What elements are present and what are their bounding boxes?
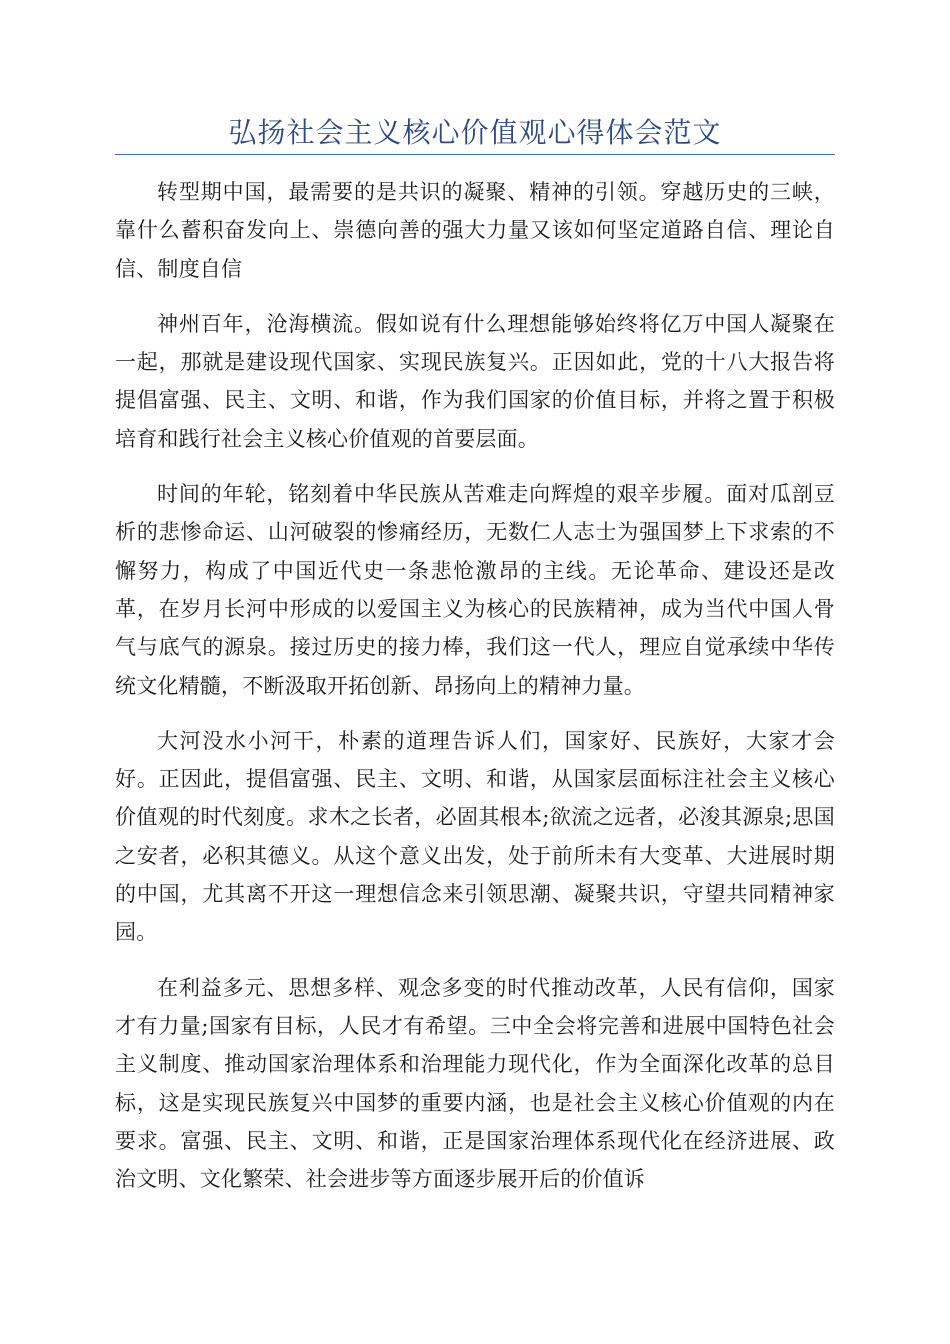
paragraph-1: 转型期中国，最需要的是共识的凝聚、精神的引领。穿越历史的三峡，靠什么蓄积奋发向上、崇德向善的强大力量又该如何坚定道路自信、理论自信、制度自信 bbox=[115, 180, 835, 281]
paragraph-4: 大河没水小河干，朴素的道理告诉人们，国家好、民族好，大家才会好。正因此，提倡富强、民主、文明、和谐，从国家层面标注社会主义核心价值观的时代刻度。求木之长者，必固其根本;欲流之远者，必浚其源泉;思国之安者，必积其德义。从这个意义出发，处于前所未有大变革、大进展时期的中国，尤其离不开这一理想信念来引领思潮、凝聚共识，守望共同精神家园。 bbox=[115, 728, 835, 945]
title-underline bbox=[115, 154, 835, 155]
paragraph-2: 神州百年，沧海横流。假如说有什么理想能够始终将亿万中国人凝聚在一起，那就是建设现代国家、实现民族复兴。正因如此，党的十八大报告将提倡富强、民主、文明、和谐，作为我们国家的价值目标，并将之置于积极培育和践行社会主义核心价值观的首要层面。 bbox=[115, 311, 835, 451]
document-title: 弘扬社会主义核心价值观心得体会范文 bbox=[228, 116, 722, 149]
paragraph-3: 时间的年轮，铭刻着中华民族从苦难走向辉煌的艰辛步履。面对瓜剖豆析的悲惨命运、山河破裂的惨痛经历，无数仁人志士为强国梦上下求索的不懈努力，构成了中国近代史一条悲怆激昂的主线。无论革命、建设还是改革，在岁月长河中形成的以爱国主义为核心的民族精神，成为当代中国人骨气与底气的源泉。接过历史的接力棒，我们这一代人，理应自觉承续中华传统文化精髓，不断汲取开拓创新、昂扬向上的精神力量。 bbox=[115, 482, 835, 698]
document-body bbox=[115, 173, 835, 1215]
paragraph-5: 在利益多元、思想多样、观念多变的时代推动改革，人民有信仰，国家才有力量;国家有目标，人民才有希望。三中全会将完善和进展中国特色社会主义制度、推动国家治理体系和治理能力现代化，作为全面深化改革的总目标，这是实现民族复兴中国梦的重要内涵，也是社会主义核心价值观的内在要求。富强、民主、文明、和谐，正是国家治理体系现代化在经济进展、政治文明、文化繁荣、社会进步等方面逐步展开后的价值诉 bbox=[115, 975, 835, 1192]
